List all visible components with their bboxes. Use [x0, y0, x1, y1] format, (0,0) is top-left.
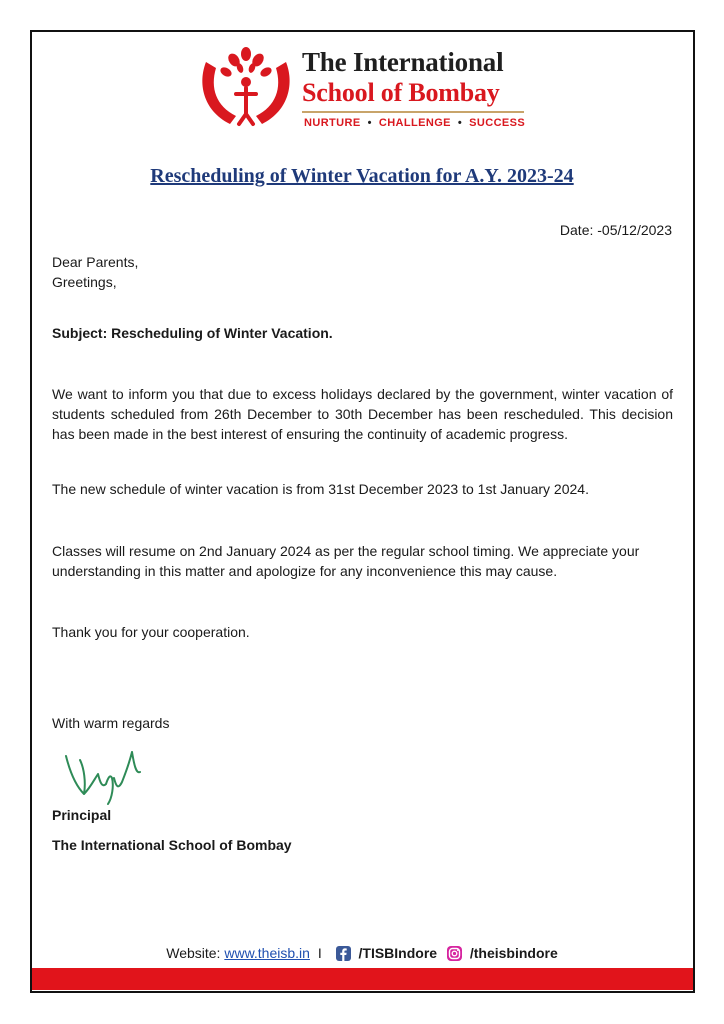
logo-emblem-icon — [196, 44, 296, 132]
letter-title: Rescheduling of Winter Vacation for A.Y. 2023-24 — [150, 165, 574, 187]
body-paragraph-2: The new schedule of winter vacation is from 31st December 2023 to 1st January 2024. — [52, 481, 589, 497]
instagram-icon — [447, 946, 462, 964]
body-paragraph-3: Classes will resume on 2nd January 2024 as per the regular school timing. We appreciate your understanding in this matter and apologize for any inconvenience this may cause. — [52, 543, 640, 579]
facebook-handle: /TISBIndore — [358, 945, 438, 961]
signatory-organization: The International School of Bombay — [52, 837, 292, 853]
logo-school-name-line1: The International — [302, 47, 504, 77]
instagram-handle: /theisbindore — [469, 945, 558, 961]
closing-line: With warm regards — [52, 715, 170, 731]
school-logo — [196, 44, 536, 134]
logo-tagline — [304, 117, 525, 129]
tagline-word: SUCCESS — [469, 117, 526, 129]
tagline-separator: • — [367, 117, 372, 129]
logo-school-name-line2: School of Bombay — [302, 78, 500, 107]
website-link[interactable]: www.theisb.in — [224, 945, 310, 961]
footer-red-bar — [32, 968, 693, 990]
greeting: Greetings, — [52, 274, 117, 290]
tagline-word: CHALLENGE — [378, 117, 451, 129]
facebook-icon — [336, 946, 351, 964]
handwritten-signature-icon — [56, 742, 146, 813]
letter-date: Date: -05/12/2023 — [559, 222, 672, 238]
signatory-title: Principal — [52, 807, 112, 823]
footer-separator: I — [317, 945, 322, 961]
body-paragraph-1: We want to inform you that due to excess holidays declared by the government, winter vacation of students scheduled from 26th December to 30th December has been rescheduled. This decision has been made in the best interest of ensuring the continuity of academic progress. — [52, 386, 673, 442]
letter-footer — [0, 945, 724, 964]
tagline-separator: • — [457, 117, 463, 129]
body-paragraph-4: Thank you for your cooperation. — [52, 624, 250, 640]
tagline-word: NURTURE — [304, 117, 361, 129]
logo-divider — [302, 111, 524, 113]
subject-line: Subject: Rescheduling of Winter Vacation. — [52, 325, 333, 341]
salutation: Dear Parents, — [52, 254, 139, 270]
website-label: Website: — [166, 945, 221, 961]
